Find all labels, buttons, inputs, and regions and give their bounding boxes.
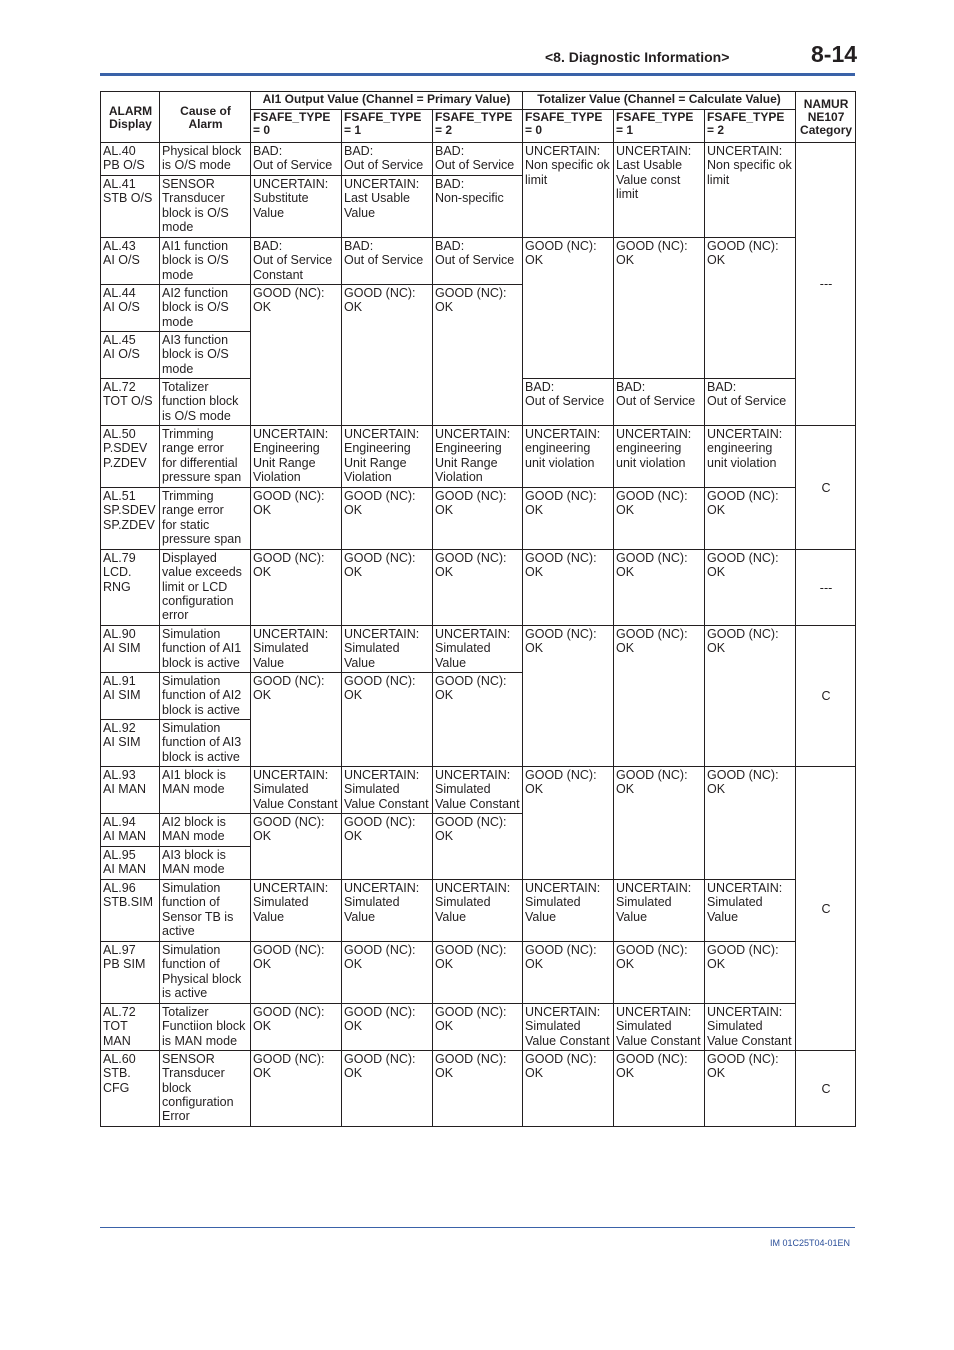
totalizer-value-cell: UNCERTAIN: Simulated Value (614, 880, 705, 942)
ai1-output-cell: BAD: Out of Service (433, 143, 523, 176)
header-cause-of-alarm: Cause of Alarm (160, 92, 251, 143)
totalizer-value-cell: GOOD (NC): OK (614, 626, 705, 767)
cause-of-alarm-cell: Simulation function of Sensor TB is active (160, 880, 251, 942)
document-id: IM 01C25T04-01EN (770, 1238, 851, 1248)
alarm-display-cell: AL.79 LCD. RNG (101, 550, 160, 626)
alarm-display-cell: AL.50 P.SDEV P.ZDEV (101, 426, 160, 488)
diagnostic-alarm-table (100, 91, 856, 1127)
totalizer-value-cell: GOOD (NC): OK (523, 238, 614, 379)
totalizer-value-cell: GOOD (NC): OK (614, 1051, 705, 1127)
header-totalizer-value: Totalizer Value (Channel = Calculate Value) (523, 92, 796, 110)
totalizer-value-cell: BAD: Out of Service (523, 379, 614, 426)
alarm-display-cell: AL.92 AI SIM (101, 720, 160, 767)
ai1-output-cell: GOOD (NC): OK (433, 1004, 523, 1051)
cause-of-alarm-cell: AI3 block is MAN mode (160, 847, 251, 880)
cause-of-alarm-cell: Trimming range error for differential pressure span (160, 426, 251, 488)
totalizer-value-cell: UNCERTAIN: engineering unit violation (614, 426, 705, 488)
cause-of-alarm-cell: Physical block is O/S mode (160, 143, 251, 176)
ai1-output-cell: UNCERTAIN: Substitute Value (251, 176, 342, 238)
namur-category-cell: --- (796, 143, 856, 426)
cause-of-alarm-cell: Simulation function of AI2 block is active (160, 673, 251, 720)
cause-of-alarm-cell: AI3 function block is O/S mode (160, 332, 251, 379)
ai1-output-cell: GOOD (NC): OK (342, 285, 433, 426)
ai1-output-cell: UNCERTAIN: Simulated Value (342, 626, 433, 673)
alarm-display-cell: AL.93 AI MAN (101, 767, 160, 814)
table-row (101, 1004, 856, 1051)
alarm-display-cell: AL.90 AI SIM (101, 626, 160, 673)
totalizer-value-cell: UNCERTAIN: engineering unit violation (523, 426, 614, 488)
ai1-output-cell: BAD: Out of Service (433, 238, 523, 285)
ai1-output-cell: GOOD (NC): OK (433, 1051, 523, 1127)
totalizer-value-cell: GOOD (NC): OK (523, 550, 614, 626)
ai1-output-cell: GOOD (NC): OK (251, 673, 342, 767)
totalizer-value-cell: GOOD (NC): OK (523, 626, 614, 767)
header-ai1-fsafe-2: FSAFE_TYPE = 2 (433, 110, 523, 143)
ai1-output-cell: GOOD (NC): OK (342, 942, 433, 1004)
totalizer-value-cell: UNCERTAIN: Simulated Value Constant (705, 1004, 796, 1051)
namur-category-cell: C (796, 626, 856, 767)
cause-of-alarm-cell: AI2 function block is O/S mode (160, 285, 251, 332)
table-row (101, 1051, 856, 1127)
totalizer-value-cell: GOOD (NC): OK (705, 767, 796, 880)
cause-of-alarm-cell: SENSOR Transducer block is O/S mode (160, 176, 251, 238)
totalizer-value-cell: UNCERTAIN: Simulated Value (523, 880, 614, 942)
alarm-display-cell: AL.72 TOT O/S (101, 379, 160, 426)
ai1-output-cell: UNCERTAIN: Simulated Value (342, 880, 433, 942)
table-row (101, 626, 856, 673)
alarm-display-cell: AL.72 TOT MAN (101, 1004, 160, 1051)
totalizer-value-cell: GOOD (NC): OK (523, 942, 614, 1004)
namur-category-cell: --- (796, 550, 856, 626)
header-tot-fsafe-2: FSAFE_TYPE = 2 (705, 110, 796, 143)
cause-of-alarm-cell: Simulation function of AI1 block is active (160, 626, 251, 673)
header-ai1-fsafe-0: FSAFE_TYPE = 0 (251, 110, 342, 143)
table-row (101, 942, 856, 1004)
cause-of-alarm-cell: Displayed value exceeds limit or LCD configuration error (160, 550, 251, 626)
table-row (101, 880, 856, 942)
cause-of-alarm-cell: Simulation function of AI3 block is active (160, 720, 251, 767)
alarm-display-cell: AL.40 PB O/S (101, 143, 160, 176)
totalizer-value-cell: GOOD (NC): OK (523, 1051, 614, 1127)
cause-of-alarm-cell: Simulation function of Physical block is active (160, 942, 251, 1004)
ai1-output-cell: GOOD (NC): OK (433, 285, 523, 426)
ai1-output-cell: GOOD (NC): OK (251, 285, 342, 426)
ai1-output-cell: GOOD (NC): OK (342, 550, 433, 626)
totalizer-value-cell: UNCERTAIN: Simulated Value Constant (523, 1004, 614, 1051)
table-row (101, 143, 856, 176)
ai1-output-cell: GOOD (NC): OK (433, 673, 523, 767)
ai1-output-cell: GOOD (NC): OK (251, 488, 342, 550)
totalizer-value-cell: GOOD (NC): OK (705, 550, 796, 626)
totalizer-value-cell: GOOD (NC): OK (705, 942, 796, 1004)
ai1-output-cell: BAD: Out of Service Constant (251, 238, 342, 285)
totalizer-value-cell: UNCERTAIN: Non specific ok limit (523, 143, 614, 238)
ai1-output-cell: UNCERTAIN: Engineering Unit Range Violation (251, 426, 342, 488)
ai1-output-cell: BAD: Out of Service (342, 238, 433, 285)
alarm-display-cell: AL.97 PB SIM (101, 942, 160, 1004)
ai1-output-cell: BAD: Out of Service (342, 143, 433, 176)
totalizer-value-cell: GOOD (NC): OK (705, 1051, 796, 1127)
cause-of-alarm-cell: Trimming range error for static pressure span (160, 488, 251, 550)
alarm-display-cell: AL.94 AI MAN (101, 814, 160, 847)
ai1-output-cell: GOOD (NC): OK (251, 942, 342, 1004)
header-alarm-display: ALARM Display (101, 92, 160, 143)
ai1-output-cell: GOOD (NC): OK (251, 1051, 342, 1127)
header-tot-fsafe-0: FSAFE_TYPE = 0 (523, 110, 614, 143)
totalizer-value-cell: GOOD (NC): OK (614, 942, 705, 1004)
cause-of-alarm-cell: AI1 function block is O/S mode (160, 238, 251, 285)
totalizer-value-cell: UNCERTAIN: Last Usable Value const limit (614, 143, 705, 238)
page-number: 8-14 (811, 41, 858, 67)
ai1-output-cell: GOOD (NC): OK (433, 488, 523, 550)
totalizer-value-cell: UNCERTAIN: Simulated Value (705, 880, 796, 942)
ai1-output-cell: GOOD (NC): OK (433, 942, 523, 1004)
namur-category-cell: C (796, 1051, 856, 1127)
totalizer-value-cell: GOOD (NC): OK (523, 767, 614, 880)
totalizer-value-cell: UNCERTAIN: engineering unit violation (705, 426, 796, 488)
alarm-display-cell: AL.60 STB. CFG (101, 1051, 160, 1127)
ai1-output-cell: UNCERTAIN: Last Usable Value (342, 176, 433, 238)
totalizer-value-cell: BAD: Out of Service (705, 379, 796, 426)
ai1-output-cell: BAD: Non-specific (433, 176, 523, 238)
alarm-display-cell: AL.41 STB O/S (101, 176, 160, 238)
ai1-output-cell: GOOD (NC): OK (251, 1004, 342, 1051)
section-title: <8. Diagnostic Information> (545, 49, 730, 65)
alarm-display-cell: AL.45 AI O/S (101, 332, 160, 379)
header-ai1-fsafe-1: FSAFE_TYPE = 1 (342, 110, 433, 143)
table-row (101, 488, 856, 550)
ai1-output-cell: GOOD (NC): OK (342, 814, 433, 880)
alarm-display-cell: AL.91 AI SIM (101, 673, 160, 720)
ai1-output-cell: UNCERTAIN: Simulated Value Constant (251, 767, 342, 814)
ai1-output-cell: GOOD (NC): OK (342, 1004, 433, 1051)
ai1-output-cell: GOOD (NC): OK (251, 550, 342, 626)
header-tot-fsafe-1: FSAFE_TYPE = 1 (614, 110, 705, 143)
ai1-output-cell: UNCERTAIN: Simulated Value (433, 626, 523, 673)
totalizer-value-cell: GOOD (NC): OK (705, 238, 796, 379)
alarm-display-cell: AL.96 STB.SIM (101, 880, 160, 942)
totalizer-value-cell: UNCERTAIN: Simulated Value Constant (614, 1004, 705, 1051)
cause-of-alarm-cell: AI2 block is MAN mode (160, 814, 251, 847)
table-row (101, 767, 856, 814)
alarm-display-cell: AL.44 AI O/S (101, 285, 160, 332)
namur-category-cell: C (796, 767, 856, 1051)
table-row (101, 426, 856, 488)
cause-of-alarm-cell: Totalizer function block is O/S mode (160, 379, 251, 426)
ai1-output-cell: UNCERTAIN: Simulated Value (433, 880, 523, 942)
namur-category-cell: C (796, 426, 856, 550)
ai1-output-cell: UNCERTAIN: Simulated Value (251, 880, 342, 942)
ai1-output-cell: UNCERTAIN: Engineering Unit Range Violation (433, 426, 523, 488)
header-ai1-output-value: AI1 Output Value (Channel = Primary Value) (251, 92, 523, 110)
ai1-output-cell: GOOD (NC): OK (433, 814, 523, 880)
totalizer-value-cell: GOOD (NC): OK (614, 767, 705, 880)
cause-of-alarm-cell: SENSOR Transducer block configuration Error (160, 1051, 251, 1127)
alarm-display-cell: AL.43 AI O/S (101, 238, 160, 285)
ai1-output-cell: UNCERTAIN: Simulated Value (251, 626, 342, 673)
alarm-display-cell: AL.95 AI MAN (101, 847, 160, 880)
totalizer-value-cell: GOOD (NC): OK (523, 488, 614, 550)
cause-of-alarm-cell: AI1 block is MAN mode (160, 767, 251, 814)
totalizer-value-cell: BAD: Out of Service (614, 379, 705, 426)
totalizer-value-cell: GOOD (NC): OK (705, 626, 796, 767)
ai1-output-cell: UNCERTAIN: Simulated Value Constant (433, 767, 523, 814)
header-namur-category: NAMUR NE107 Category (796, 92, 856, 143)
ai1-output-cell: UNCERTAIN: Engineering Unit Range Violation (342, 426, 433, 488)
ai1-output-cell: GOOD (NC): OK (342, 1051, 433, 1127)
ai1-output-cell: GOOD (NC): OK (433, 550, 523, 626)
ai1-output-cell: GOOD (NC): OK (342, 488, 433, 550)
alarm-display-cell: AL.51 SP.SDEV SP.ZDEV (101, 488, 160, 550)
totalizer-value-cell: UNCERTAIN: Non specific ok limit (705, 143, 796, 238)
ai1-output-cell: BAD: Out of Service (251, 143, 342, 176)
ai1-output-cell: GOOD (NC): OK (342, 673, 433, 767)
totalizer-value-cell: GOOD (NC): OK (614, 238, 705, 379)
footer-rule (100, 1227, 855, 1228)
cause-of-alarm-cell: Totalizer Functiion block is MAN mode (160, 1004, 251, 1051)
ai1-output-cell: UNCERTAIN: Simulated Value Constant (342, 767, 433, 814)
ai1-output-cell: GOOD (NC): OK (251, 814, 342, 880)
table-row (101, 238, 856, 285)
totalizer-value-cell: GOOD (NC): OK (614, 488, 705, 550)
totalizer-value-cell: GOOD (NC): OK (705, 488, 796, 550)
header-rule (100, 73, 855, 76)
table-row (101, 550, 856, 626)
totalizer-value-cell: GOOD (NC): OK (614, 550, 705, 626)
